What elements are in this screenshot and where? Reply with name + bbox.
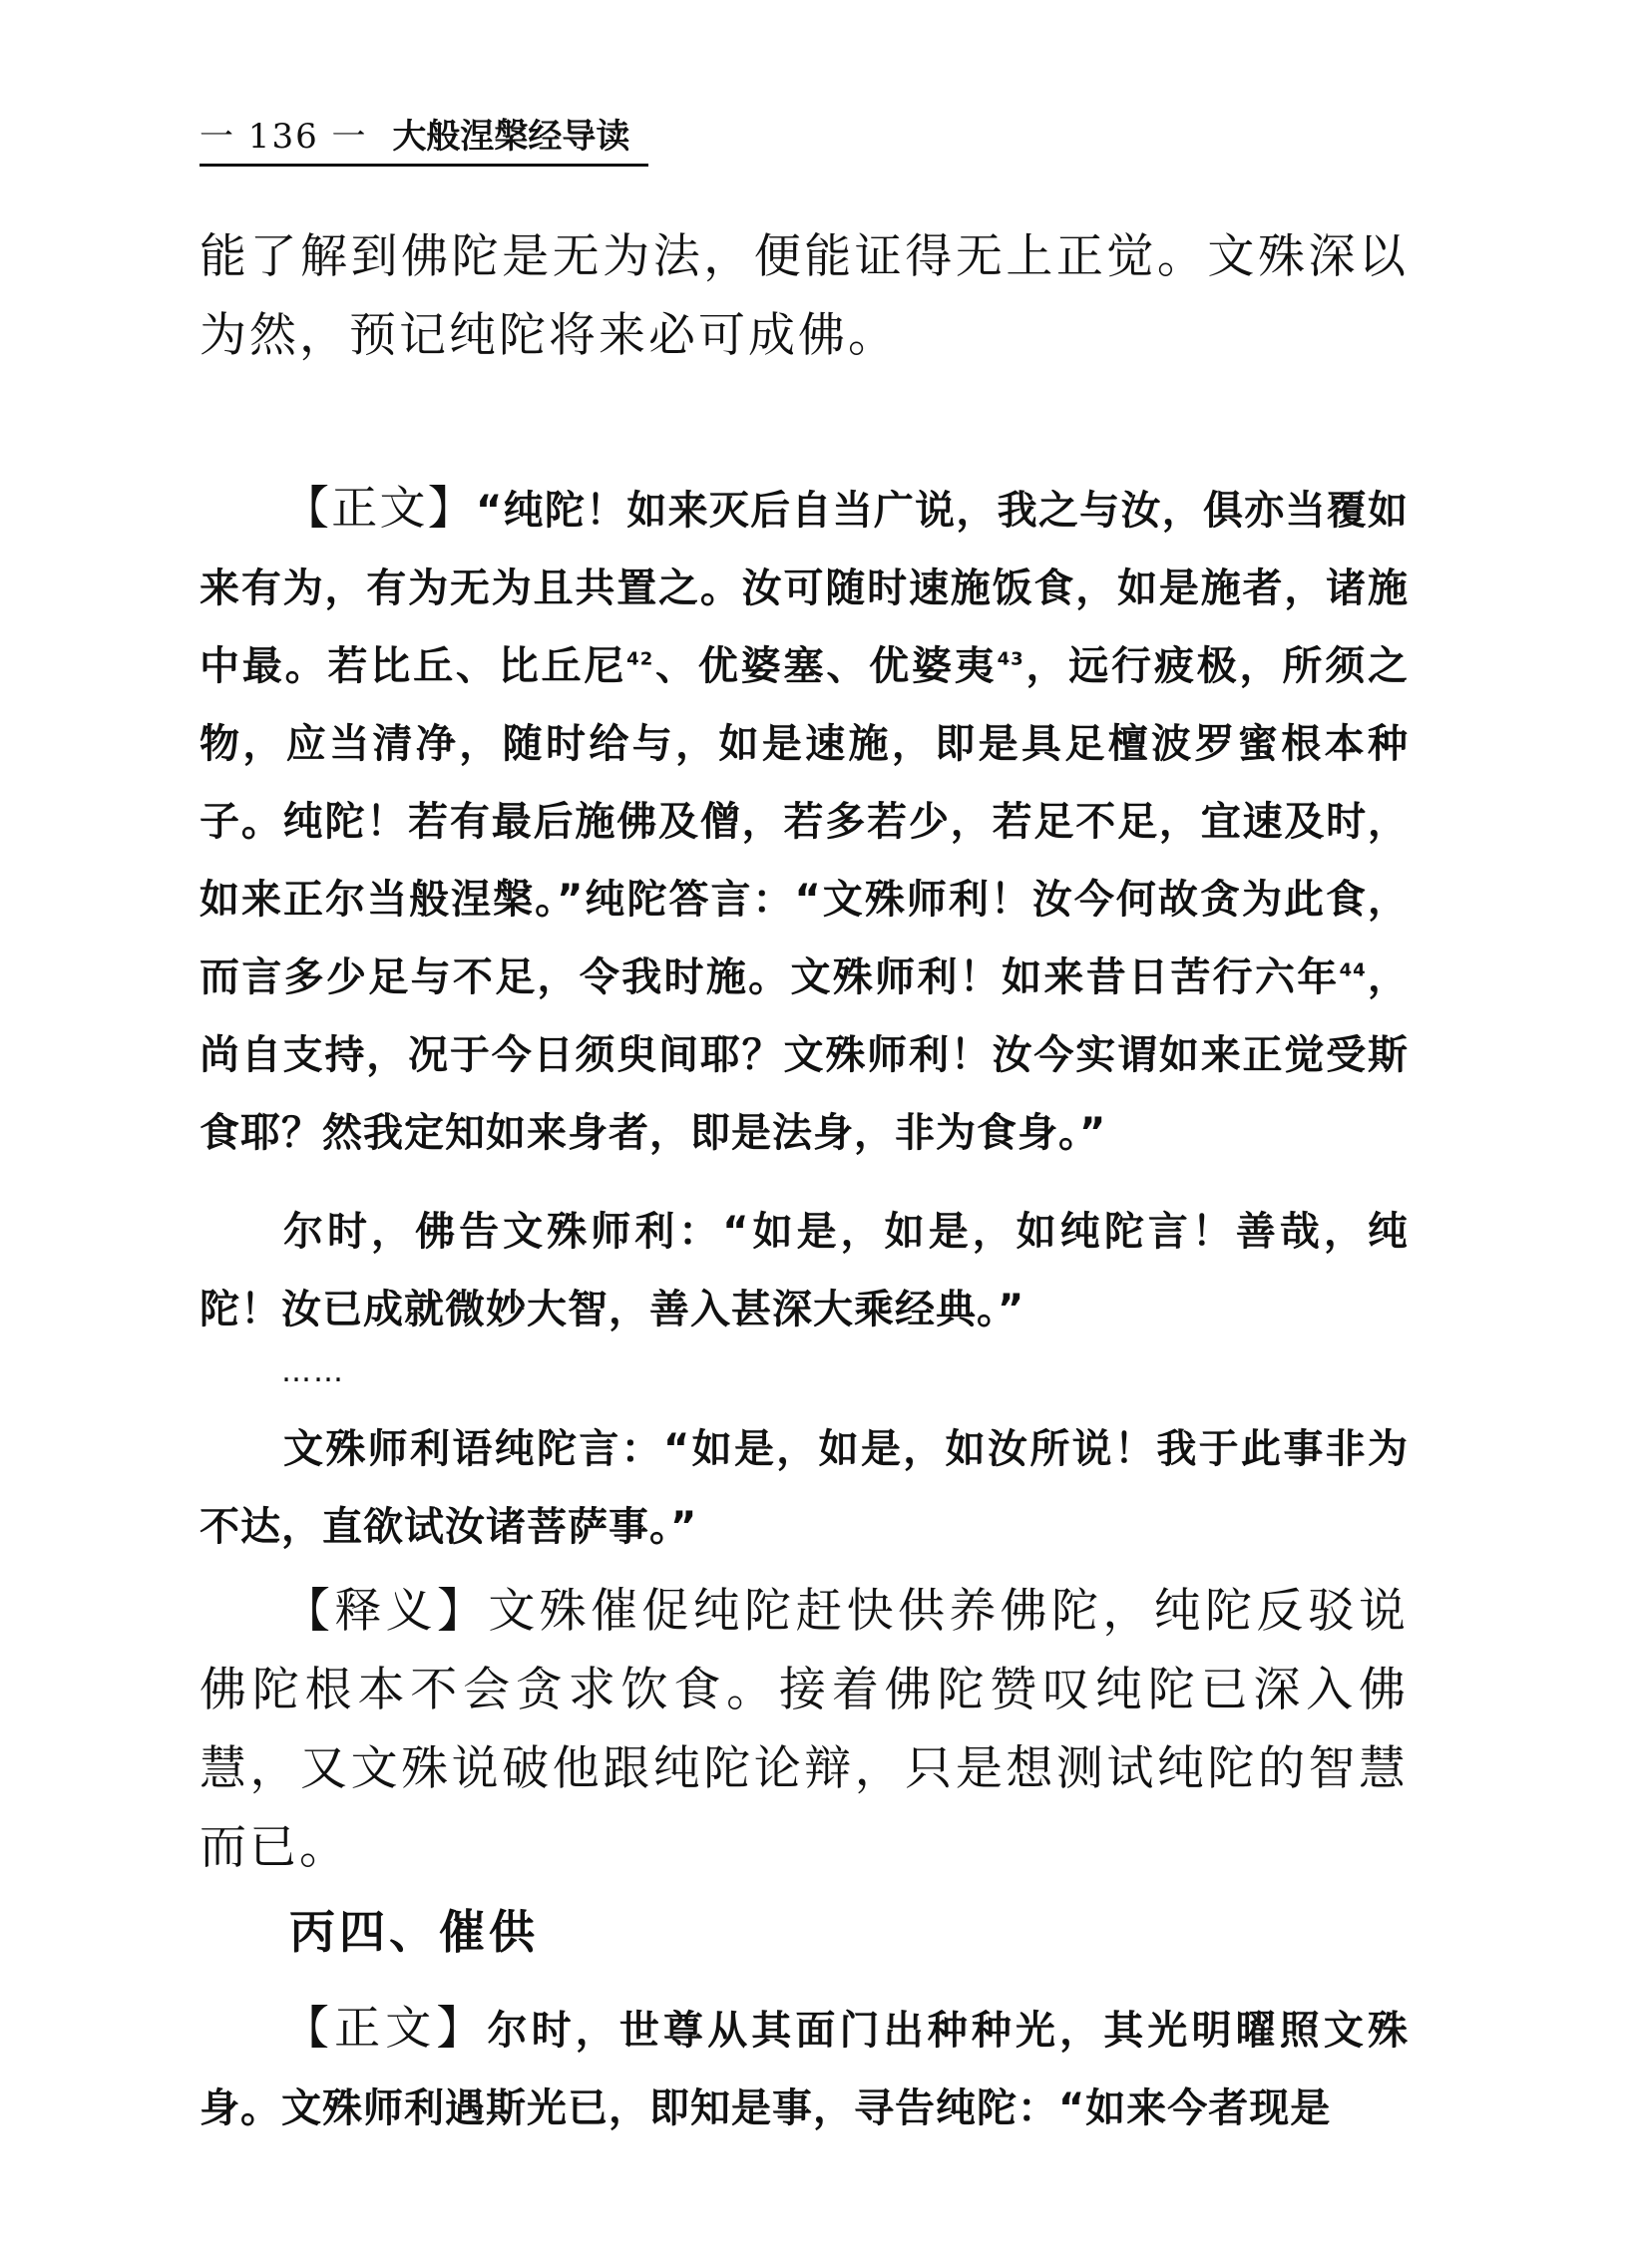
header-rule — [200, 164, 648, 167]
paragraph-scripture-1 — [200, 469, 1409, 1172]
paragraph-scripture-4 — [200, 1989, 1409, 2147]
page-number: 一 136 一 — [200, 117, 368, 157]
scripture-text: 尔时，世尊从其面门出种种光，其光明曜照文殊身。文殊师利遇斯光已，即知是事，寻告纯陀：“如来今者现是 — [200, 2008, 1409, 2131]
paragraph-explanation — [200, 1572, 1409, 1887]
section-label-zhengwen: 【正文】 — [283, 481, 477, 535]
paragraph-scripture-2: 尔时，佛告文殊师利：“如是，如是，如纯陀言！善哉，纯陀！汝已成就微妙大智，善入甚深大乘经典。” — [200, 1209, 1409, 1332]
section-heading: 丙四、催供 — [289, 1905, 539, 1959]
footnote-marker: 44 — [1339, 959, 1367, 981]
footnote-marker: 42 — [626, 648, 654, 670]
paragraph-commentary-continued: 能了解到佛陀是无为法，便能证得无上正觉。文殊深以为然，预记纯陀将来必可成佛。 — [200, 229, 1409, 363]
scripture-text: “纯陀！如来灭后自当广说，我之与汝，俱亦当覆如来有为，有为无为且共置之。汝可随时速施饭食，如是施者，诸施中最。若比丘、比丘尼 — [200, 488, 1409, 689]
section-label-shiyi: 【释义】 — [283, 1584, 489, 1639]
section-label-zhengwen: 【正文】 — [283, 2001, 488, 2055]
book-title: 大般涅槃经导读 — [392, 117, 630, 157]
explanation-text: 文殊催促纯陀赶快供养佛陀，纯陀反驳说佛陀根本不会贪求饮食。接着佛陀赞叹纯陀已深入佛慧，又文殊说破他跟纯陀论辩，只是想测试纯陀的智慧而已。 — [200, 1584, 1410, 1875]
scripture-text: ，尚自支持，况于今日须臾间耶？文殊师利！汝今实谓如来正觉受斯食耶？然我定知如来身者，即是法身，非为食身。” — [200, 954, 1410, 1156]
running-header — [200, 112, 650, 162]
scripture-text: 、优婆塞、优婆夷 — [653, 643, 998, 689]
paragraph-scripture-3: 文殊师利语纯陀言：“如是，如是，如汝所说！我于此事非为不达，直欲试汝诸菩萨事。” — [200, 1426, 1409, 1550]
footnote-marker: 43 — [997, 648, 1024, 670]
scripture-text: ，远行疲极，所须之物，应当清净，随时给与，如是速施，即是具足檀波罗蜜根本种子。纯陀！若有最后施佛及僧，若多若少，若足不足，宜速及时，如来正尔当般涅槃。”纯陀答言：“文殊师利！汝今何故贪为此食，而言多少足与不足，令我时施。文殊师利！如来昔日苦行六年 — [200, 643, 1410, 1000]
omission-ellipsis: …… — [281, 1354, 345, 1389]
